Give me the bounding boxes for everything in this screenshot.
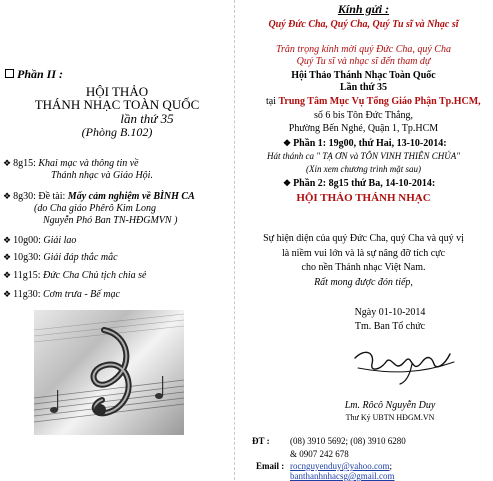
- signer-title: Thư Ký UBTN HĐGM.VN: [345, 413, 435, 422]
- signer-name: Lm. Rôcô Nguyễn Duy: [344, 400, 436, 411]
- phone-mobile: & 0907 242 678: [290, 449, 349, 459]
- schedule-item: Nguyễn Phó Ban TN-HĐGMVN ): [43, 215, 178, 226]
- left-title-1: HỘI THẢO: [85, 84, 149, 99]
- bullet-diamond-icon: ❖: [3, 158, 12, 168]
- left-title-2: THÁNH NHẠC TOÀN QUỐC: [34, 97, 200, 112]
- signature-image: [350, 340, 460, 390]
- email-line-1: rocnguyenduy@yahoo.com;: [290, 461, 393, 471]
- closing-line-1: Sự hiện diện của quý Đức Cha, quý Cha và quý vị: [263, 233, 464, 244]
- schedule-item: ❖ 10g30: Giải đáp thắc mắc: [3, 252, 118, 263]
- schedule-item: ❖ 11g30: Cơm trưa - Bế mạc: [3, 289, 120, 300]
- bullet-diamond-icon: ❖: [3, 289, 12, 299]
- kinh-gui-heading: Kính gửi :: [337, 2, 390, 16]
- address-line-2: Phường Bến Nghé, Quận 1, Tp.HCM: [288, 123, 439, 134]
- email-label: Email :: [256, 461, 285, 471]
- address-line-1: số 6 bis Tôn Đức Thắng,: [314, 110, 413, 121]
- part-1-heading: ❖ Phần 1: 19g00, thứ Hai, 13-10-2014:: [283, 138, 447, 149]
- part-1-note: (Xin xem chương trình mặt sau): [306, 164, 421, 174]
- part-2-description: HỘI THẢO THÁNH NHẠC: [296, 192, 431, 204]
- closing-line-3: cho nền Thánh nhạc Việt Nam.: [301, 262, 426, 273]
- phone-label: ĐT :: [252, 436, 270, 446]
- event-edition: Lần thứ 35: [339, 82, 388, 93]
- bullet-diamond-icon: ❖: [283, 178, 292, 188]
- schedule-item: Thánh nhạc và Giáo Hội.: [51, 170, 153, 181]
- schedule-item: (do Cha giáo Phêrô Kim Long: [34, 203, 156, 214]
- room-label: (Phòng B.102): [81, 125, 153, 139]
- bullet-diamond-icon: ❖: [3, 252, 12, 262]
- schedule-item: ❖ 8g15: Khai mạc và thông tin về: [3, 158, 139, 169]
- bullet-diamond-icon: ❖: [3, 270, 12, 280]
- recipients: Quý Đức Cha, Quý Cha, Quý Tu sĩ và Nhạc sĩ: [268, 19, 459, 30]
- left-title-3: lần thứ 35: [120, 111, 174, 126]
- venue-line: tại Trung Tâm Mục Vụ Tổng Giáo Phận Tp.HCM,: [266, 96, 481, 107]
- music-note-image: [34, 310, 184, 435]
- closing-line-2: là niềm vui lớn và là sự nâng đỡ tích cực: [281, 248, 446, 259]
- part-heading: Phần II :: [5, 67, 63, 82]
- sign-org: Tm. Ban Tổ chức: [354, 321, 426, 332]
- sheet-music-graphic: [34, 310, 184, 435]
- part-2-heading: ❖ Phần 2: 8g15 thứ Ba, 14-10-2014:: [283, 178, 436, 189]
- bullet-diamond-icon: ❖: [3, 235, 12, 245]
- email-link-2[interactable]: banthanhnhacsg@gmail.com: [290, 471, 395, 481]
- invite-line-2: Quý Tu sĩ và nhạc sĩ đến tham dự: [296, 56, 431, 67]
- checkbox-icon: [5, 69, 14, 78]
- invite-line-1: Trân trọng kính mời quý Đức Cha, quý Cha: [276, 44, 451, 55]
- bullet-diamond-icon: ❖: [283, 138, 292, 148]
- bullet-diamond-icon: ❖: [3, 191, 12, 201]
- closing-line-4: Rất mong được đón tiếp,: [314, 277, 413, 288]
- part-1-description: Hát thánh ca " TẠ ƠN và TÔN VINH THIÊN CHÚA": [266, 151, 461, 161]
- schedule-item: ❖ 10g00: Giải lao: [3, 235, 77, 246]
- phone-numbers: (08) 3910 5692; (08) 3910 6280: [290, 436, 406, 446]
- sign-date: Ngày 01-10-2014: [354, 307, 426, 318]
- schedule-item: ❖ 8g30: Đề tài: Mấy cảm nghiệm về BÌNH CA: [3, 191, 195, 202]
- schedule-item: ❖ 11g15: Đức Cha Chủ tịch chia sẻ: [3, 270, 147, 281]
- email-link-1[interactable]: rocnguyenduy@yahoo.com: [290, 461, 390, 471]
- event-title: Hội Thảo Thánh Nhạc Toàn Quốc: [291, 70, 436, 81]
